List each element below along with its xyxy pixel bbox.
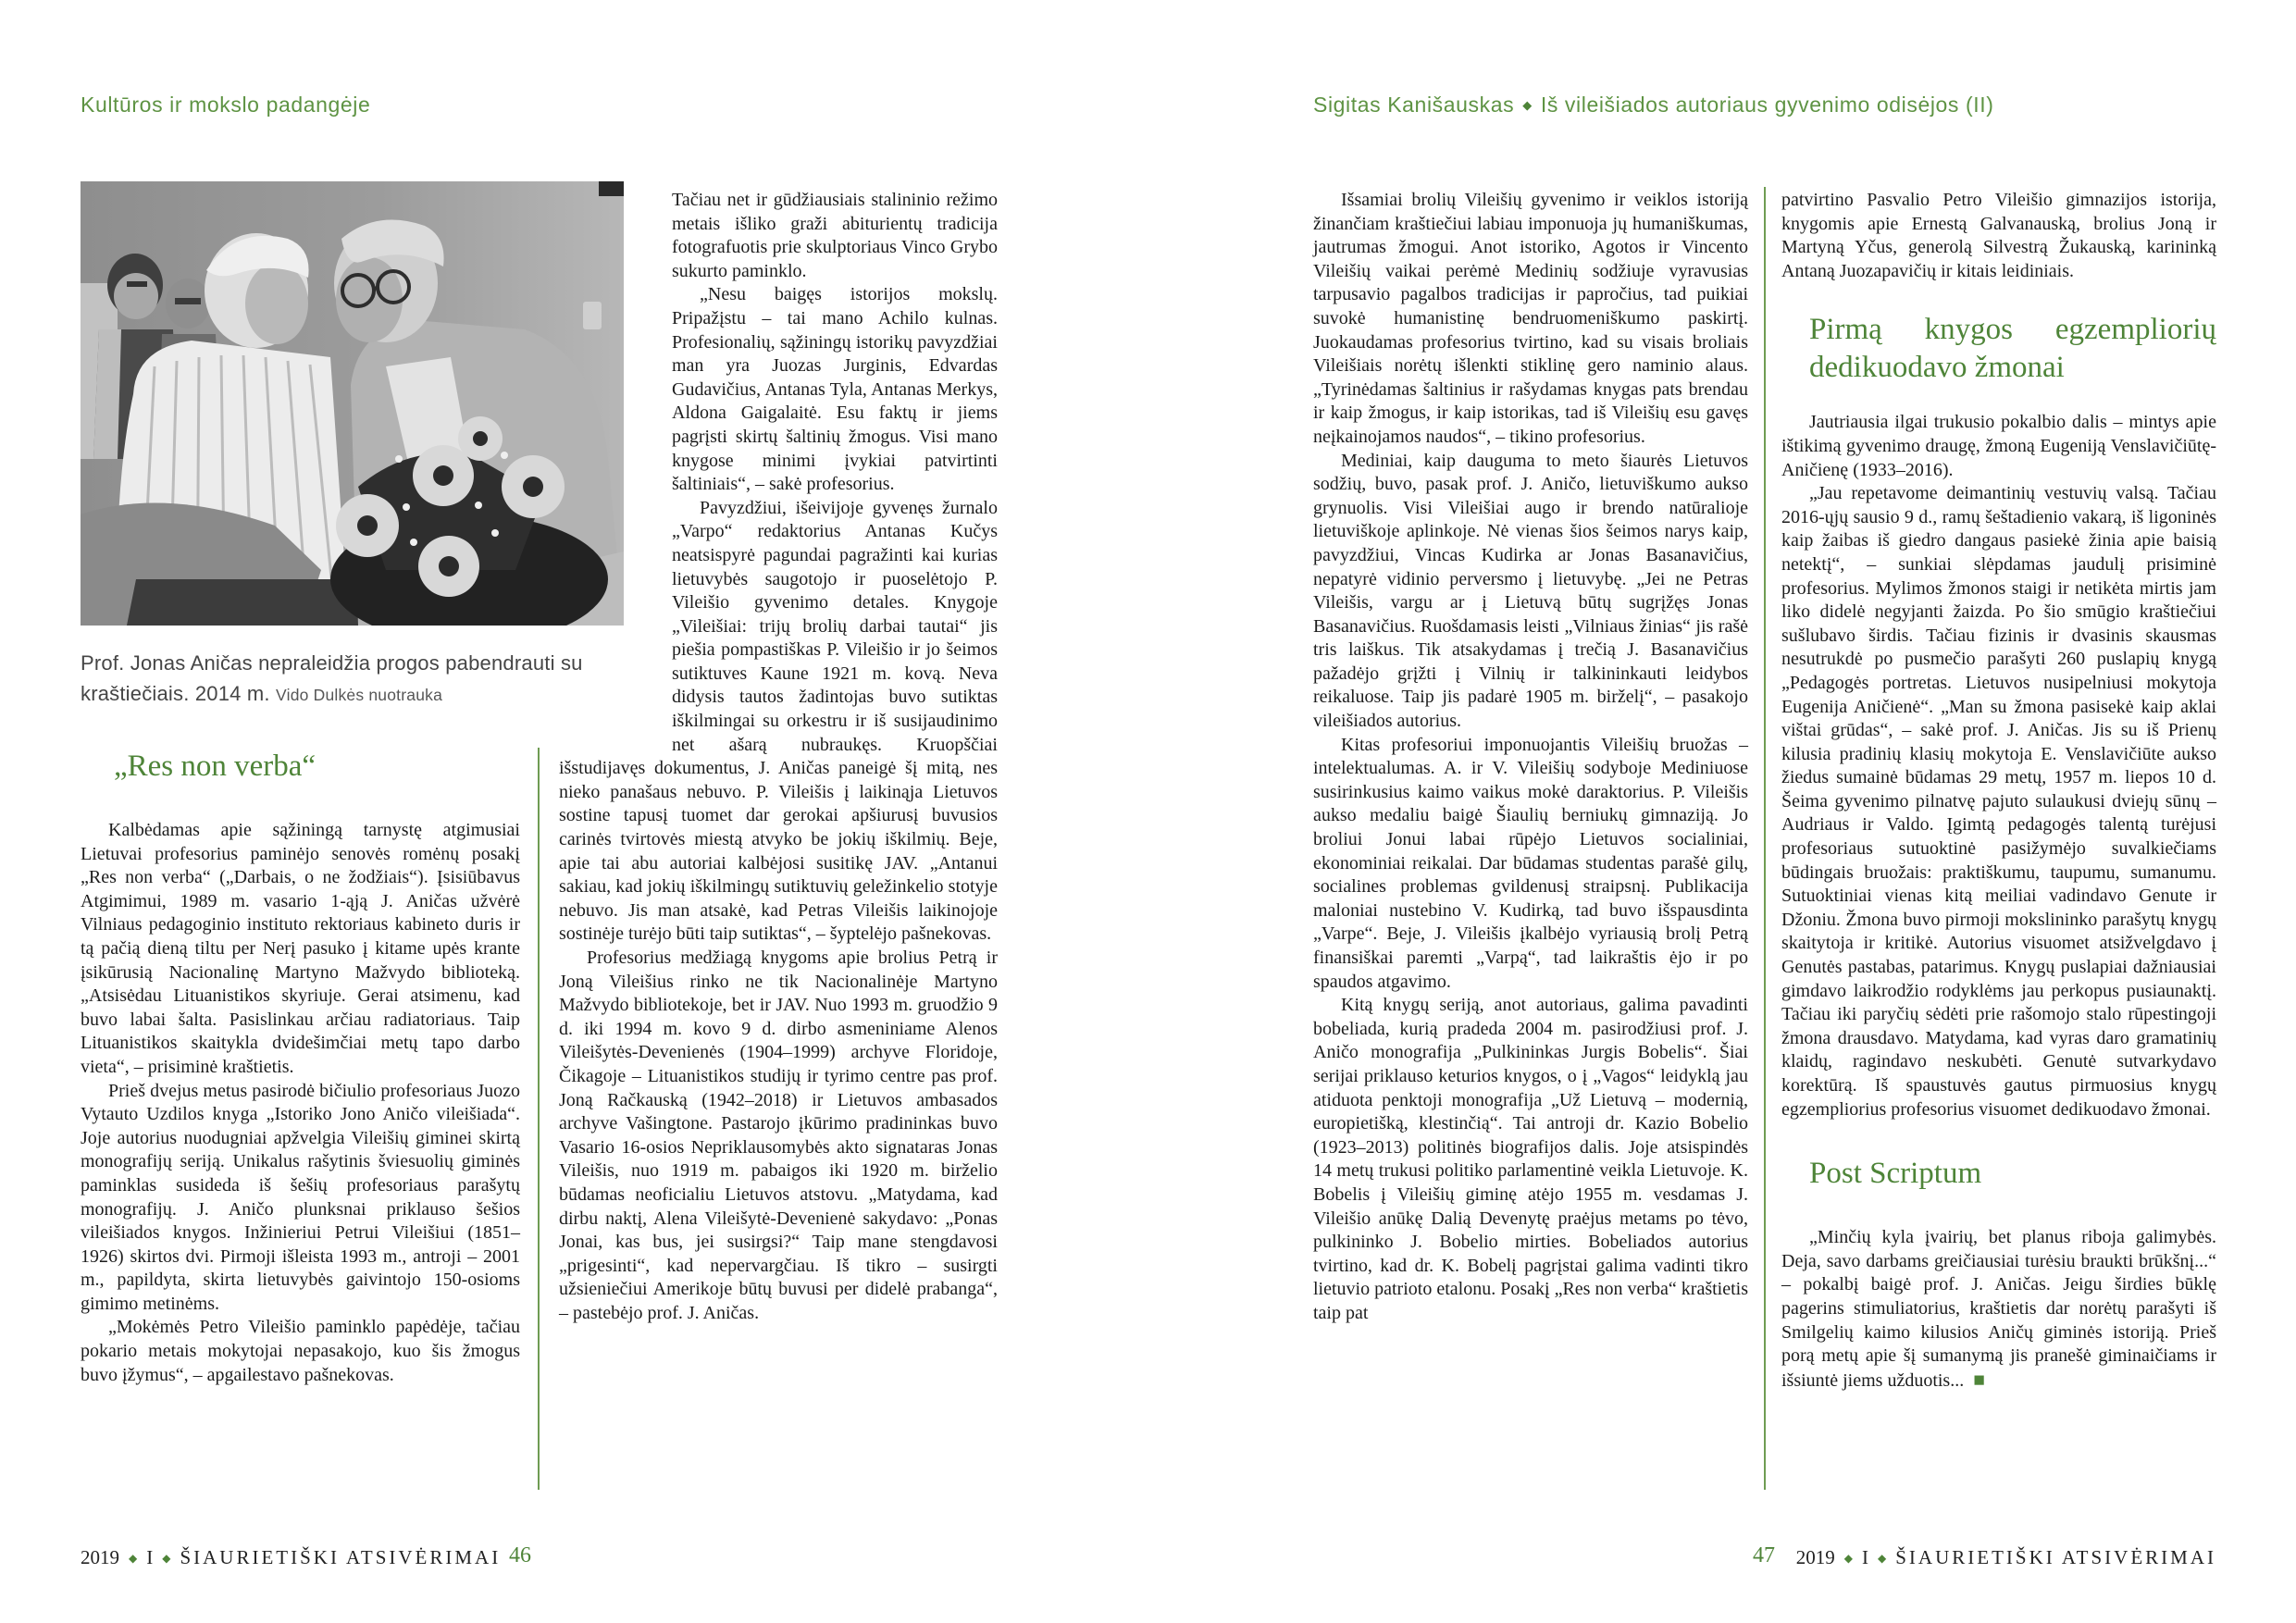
column-divider-right	[1764, 187, 1766, 1490]
running-head-left: Kultūros ir mokslo padangėje	[81, 93, 371, 117]
paragraph: Pavyzdžiui, išeivijoje gyvenęs žurnalo „Varpo“ redaktorius Antanas Kučys neatsispyrė pagundai pagražinti kai kurias lietuvybės saugotojo ir puoselėtojo P. Vileišio gyvenimo detales. Knygoje „Vileišiai: trijų brolių darbai tautai“ jis piešia pompastiškas P. Vileišio ir jo šeimos sutiktuves Kaune 1921 m. kovą. Neva didysis tautos žadintojas buvo sutiktas iškilmingai su orkestru ir iš susijaudinimo net ašarą nubraukęs. Kruopščiai išstudijavęs dokumentus, J. Aničas paneigė šį mitą, nes nieko panašaus nebuvo. P. Vileišis į laikinąja Lietuvos sostine tapusį tuomet dar gerokai apšiurusį buvusios carinės tvirtovės miestą atvyko be jokių iškilmių. Beje, apie tai abu autoriai kalbėjosi susitikę JAV. „Antanui sakiau, kad jokių iškilmingų sutiktuvių geležinkelio stotyje nebuvo. Jis man atsakė, kad Petras Vileišis laikinojoje sostinėje turėjo būti taip sutiktas“, – šyptelėjo pašnekovas.	[559, 497, 998, 945]
closing-paragraph-text: „Minčių kyla įvairių, bet planus riboja galimybės. Deja, savo darbams greičiausiai turėsiu braukti brūkšnį...“ – pokalbį baigė prof. J. Aničas. Jeigu širdies būklę pagerins stimuliatorius, kraštietis dar norėtų parašyti iš Smilgelių kaimo kilusios Aničų giminės istoriją. Prieš porą metų apie šį sumanymą jis pranešė giminaičiams ir išsiuntė jiems užduotis...	[1781, 1227, 2216, 1391]
diamond-separator-icon: ◆	[1878, 1552, 1887, 1565]
article-photo-graphic	[81, 181, 624, 626]
closing-paragraph	[1781, 1226, 2216, 1393]
paragraph: patvirtino Pasvalio Petro Vileišio gimnazijos istorija, knygomis apie Ernestą Galvanauską, brolius Joną ir Martyną Yčus, generolą Silvestrą Žukauską, karininką Antaną Juozapavičių ir kitais leidiniais.	[1781, 190, 2216, 281]
paragraph: Jautriausia ilgai trukusio pokalbio dalis – mintys apie ištikimą gyvenimo draugę, žmoną Eugeniją Venslavičiūtę-Aničienę (1933–2016).	[1781, 412, 2216, 480]
diamond-separator-icon: ◆	[1843, 1552, 1854, 1565]
column-divider-left	[538, 748, 540, 1490]
page-number-right: 47	[1753, 1543, 1775, 1567]
paragraph: Tačiau net ir gūdžiausiais stalininio režimo metais išliko graži abiturientų tradicija fotografuotis prie skulptoriaus Vinco Grybo sukurto paminklo.	[672, 190, 998, 281]
footer-year: 2019	[1795, 1546, 1835, 1568]
photo-caption	[81, 648, 623, 711]
paragraph: Išsamiai brolių Vileišių gyvenimo ir veiklos istoriją žinančiam kraštiečiui labiau imponuoja jų humaniškumas, jautrumas žmogui. Anot istoriko, Agotos ir Vincento Vileišių vaikai perėmė Medinių sodžiuje vyravusias tarpusavio pagalbos tradicijas ir papročius, tad puikiai suvokė humanistinę bendruomeniškumo paskirtį. Juokaudamas profesorius tvirtino, kad su visais broliais Vileišiais norėtų išlenkti stiklinę gero naminio alaus. „Tyrinėdamas šaltinius ir rašydamas knygas pats brendau ir kaip žmogus, ir kaip istorikas, tad iš Vileišių esu gavęs neįkainojamos naudos“, – tikino profesorius.	[1313, 190, 1748, 447]
section-heading-res-non-verba: „Res non verba“	[114, 750, 316, 783]
running-head-author: Sigitas Kanišauskas	[1313, 93, 1515, 117]
article-photo	[81, 181, 624, 626]
paragraph: „Nesu baigęs istorijos mokslų. Pripažįstu – tai mano Achilo kulnas. Profesionalių, sąžiningų istorikų pavyzdžiai man yra Juozas Jurginis, Edvardas Gudavičius, Antanas Tyla, Antanas Merkys, Aldona Gaigalaitė. Esu faktų ir jiems pagrįsti skirtų šaltinių žmogus. Visi mano knygose minimi įvykiai patvirtinti šaltiniais“, – sakė profesorius.	[672, 284, 998, 495]
section-heading-dedication: Pirmą knygos egzempliorių dedikuodavo žmonai	[1809, 313, 2216, 385]
right-page-column-1	[1313, 189, 1748, 1326]
footer-journal-title: ŠIAURIETIŠKI ATSIVĖRIMAI	[180, 1546, 502, 1568]
running-head-article-title: Iš vileišiados autoriaus gyvenimo odisėjos (II)	[1540, 93, 1994, 117]
paragraph: „Mokėmės Petro Vileišio paminklo papėdėje, tačiau pokario metais mokytojai nepasakojo, kuo šis žmogus buvo įžymus“, – apgailestavo pašnekovas.	[81, 1317, 520, 1385]
paragraph: Kalbėdamas apie sąžiningą tarnystę atgimusiai Lietuvai profesorius paminėjo senovės romėnų posakį „Res non verba“ („Darbais, o ne žodžiais“). Įsisiūbavus Atgimimui, 1989 m. vasario 1-ąją J. Aničas užvėrė Vilniaus pedagoginio instituto rektoriaus kabineto duris ir tą pačią dieną tiltu per Nerį pasuko į kitame upės krante įsikūrusią Nacionalinę Martyno Mažvydo biblioteką. „Atsisėdau Lituanistikos skyriuje. Gerai atsimenu, kad buvo labai šalta. Pasislinkau arčiau radiatoriaus. Taip Lituanistikos skaitykla dvidešimčiai metų tapo darbo vieta“, – prisiminė kraštietis.	[81, 820, 520, 1077]
footer-issue: I	[1862, 1546, 1869, 1568]
footer-journal-title: ŠIAURIETIŠKI ATSIVĖRIMAI	[1895, 1546, 2216, 1568]
paragraph: „Jau repetavome deimantinių vestuvių valsą. Tačiau 2016-ųjų sausio 9 d., ramų šeštadienio vakarą, iš ligoninės kaip žaibas iš giedro dangaus pasiekė žinia apie baisią netektį“, – sunkiai slėpdamas jaudulį prisiminė profesorius. Mylimos žmonos staigi ir netikėta mirtis jam liko didelė negyjanti žaizda. Po šio smūgio kraštiečiui sušlubavo širdis. Tačiau fizinis ir dvasinis skausmas nesutrukdė po pusmečio parašyti 260 puslapių knygą „Pedagogės portretas. Lietuvos nusipelniusi mokytoja Eugenija Aničienė“. „Man su žmona pasisekė kaip aklai vištai grūdas“, – sakė prof. J. Aničas. Jis su iš Prienų kilusia pradinių klasių mokytoja E. Venslavičiūte aukso žiedus sumainė būdamas 29 metų, 1957 m. liepos 10 d. Šeima gyvenimo pilnatvę pajuto sulaukusi dviejų sūnų – Audriaus ir Valdo. Įgimtą pedagogės talentą turėjusi profesoriaus sutuoktinė pasižymėjo suvalkiečiams būdingais bruožais: praktiškumu, taupumu, sumanumu. Sutuoktiniai vienas kitą meiliai vadindavo Genute ir Džoniu. Žmona buvo pirmoji mokslininko parašytų knygų skaitytoja ir kritikė. Autorius visuomet atsižvelgdavo į Genutės pastabas, patarimus. Knygų puslapiai dažniausiai gimdavo laikrodžio rodyklėms jau perkopus pusiaunaktį. Tačiau iki paryčių sėdėti prie rašomojo stalo rūpestingoji žmona drausdavo. Matydama, kad vyras daro gramatinių klaidų, ragindavo neskubėti. Genutė sutvarkydavo korektūrą. Iš spaustuvės gautus pirmuosius knygų egzempliorius profesorius visuomet dedikuodavo žmonai.	[1781, 483, 2216, 1120]
diamond-separator-icon: ◆	[1522, 98, 1533, 112]
photo-caption-text: Prof. Jonas Aničas nepraleidžia progos pabendrauti su kraštiečiais. 2014 m.	[81, 651, 583, 705]
left-page-column-2	[559, 189, 998, 1326]
paragraph: Profesorius medžiagą knygoms apie brolius Petrą ir Joną Vileišius rinko ne tik Nacionalinėje Martyno Mažvydo bibliotekoje, bet ir JAV. Nuo 1993 m. gruodžio 9 d. iki 1994 m. kovo 9 d. dirbo asmeniniame Alenos Vileišytės-Devenienės (1904–1999) archyve Floridoje, Čikagoje – Lituanistikos studijų ir tyrimo centre pas prof. Joną Račkauską (1942–2018) ir Lietuvos ambasados archyve Vašingtone. Pastarojo įkūrimo pradininkas buvo Vasario 16-osios Nepriklausomybės akto signataras Jonas Vileišis, nuo 1919 m. pabaigos iki 1920 m. birželio būdamas neoficialiu Lietuvos atstovu. „Matydama, kad dirbu naktį, Alena Vileišytė-Devenienė sakydavo: „Ponas Jonai, kas bus, jei susirgsi?“ Taip mane stengdavosi „prigesinti“, kad nepervargčiau. Iš tikro – susirgti užsieniečiui Amerikoje būtų buvusi per didelė prabanga“, – pastebėjo prof. J. Aničas.	[559, 948, 998, 1323]
article-end-marker: ■	[1973, 1368, 1985, 1391]
section-heading-post-scriptum: Post Scriptum	[1809, 1157, 1982, 1191]
page-number-left: 46	[509, 1543, 531, 1567]
left-page-column-1	[81, 746, 520, 1387]
running-head-right	[1313, 93, 1994, 118]
photo-credit: Vido Dulkės nuotrauka	[276, 686, 443, 704]
paragraph: Prieš dvejus metus pasirodė bičiulio profesoriaus Juozo Vytauto Uzdilos knyga „Istoriko Jono Aničo vileišiada“. Joje autorius nuodugniai apžvelgia Vileišių giminei skirtą monografijų seriją. Unikalus rašytinis šviesuolių giminės paminklas susideda iš šešių profesoriaus parašytų monografijų. J. Aničo plunksnai priklauso šešios vileišiados knygos. Inžinieriui Petrui Vileišiui (1851–1926) skirtos dvi. Pirmoji išleista 1993 m., antroji – 2001 m., papildyta, skirta lietuvybės gaivintojo 150-osioms gimimo metinėms.	[81, 1080, 520, 1314]
paragraph: Kitą knygų seriją, anot autoriaus, galima pavadinti bobeliada, kurią pradeda 2004 m. pasirodžiusi prof. J. Aničo monografija „Pulkininkas Jurgis Bobelis“. Šiai serijai priklauso keturios knygos, o į „Vagos“ leidyklą jau atiduota penktoji monografija „Už Lietuvą – modernią, europietišką, klestinčią“. Tai antroji dr. Kazio Bobelio (1923–2013) politinės biografijos dalis. Joje atsispindės 14 metų trukusi politiko parlamentinė veikla Lietuvoje. K. Bobelis į Vileišių giminę atėjo 1955 m. vesdamas J. Vileišio anūkę Dalią Devenytę praėjus metams po tėvo, pulkininko J. Bobelio mirties. Bobeliados autorius tvirtino, kad dr. K. Bobelį pagrįstai galima vadinti tikro lietuvio patrioto etalonu. Posakį „Res non verba“ kraštietis taip pat	[1313, 995, 1748, 1323]
footer-journal-line-right	[1796, 1546, 2216, 1569]
diamond-separator-icon: ◆	[162, 1552, 171, 1565]
footer-issue: I	[146, 1546, 154, 1568]
footer-journal-line-left	[81, 1546, 501, 1569]
paragraph: Kitas profesoriui imponuojantis Vileišių bruožas – intelektualumas. A. ir V. Vileišių sodyboje Mediniuose susirinkusius kaimo vaikus mokė daraktorius. P. Vileišis aukso medaliu baigė Šiaulių berniukų gimnaziją. Jo broliui Jonui labai rūpėjo Lietuvos socialiniai, ekonominiai reikalai. Dar būdamas studentas parašė gilų, socialines problemas gvildenusį straipsnį. Publikacija maloniai nustebino V. Kudirką, tad buvo išspausdinta „Varpe“. Beje, J. Vileišis įkalbėjo vyriausią brolį Petrą finansiškai paremti „Varpą“, tad laikraštis ėjo ir po spaudos atgavimo.	[1313, 734, 1748, 992]
footer-year: 2019	[81, 1546, 119, 1568]
right-page-column-2	[1781, 189, 2216, 1393]
paragraph: Mediniai, kaip dauguma to meto šiaurės Lietuvos sodžių, buvo, pasak prof. J. Aničo, lietuviškumo aukso grynuolis. Visi Vileišiai augo ir brendo natūralioje lietuviškoje aplinkoje. Nė vienas šios šeimos narys kaip, pavyzdžiui, Vincas Kudirka ar Jonas Basanavičius, nepatyrė vidinio perversmo į lietuvybę. „Jei ne Petras Vileišis, vargu ar į Lietuvą būtų sugrįžęs Jonas Basanavičius. Ruošdamasis leisti „Vilniaus žinias“ jis rašė tris laiškus. Tik atsakydamas į trečią J. Basanavičius pažadėjo grįžti į Vilnių ir talkininkauti leidybos reikaluose. Taip jis padarė 1905 m. birželį“, – pasakojo vileišiados autorius.	[1313, 450, 1748, 732]
diamond-separator-icon: ◆	[129, 1552, 138, 1565]
photo-wrap-spacer	[559, 189, 672, 750]
